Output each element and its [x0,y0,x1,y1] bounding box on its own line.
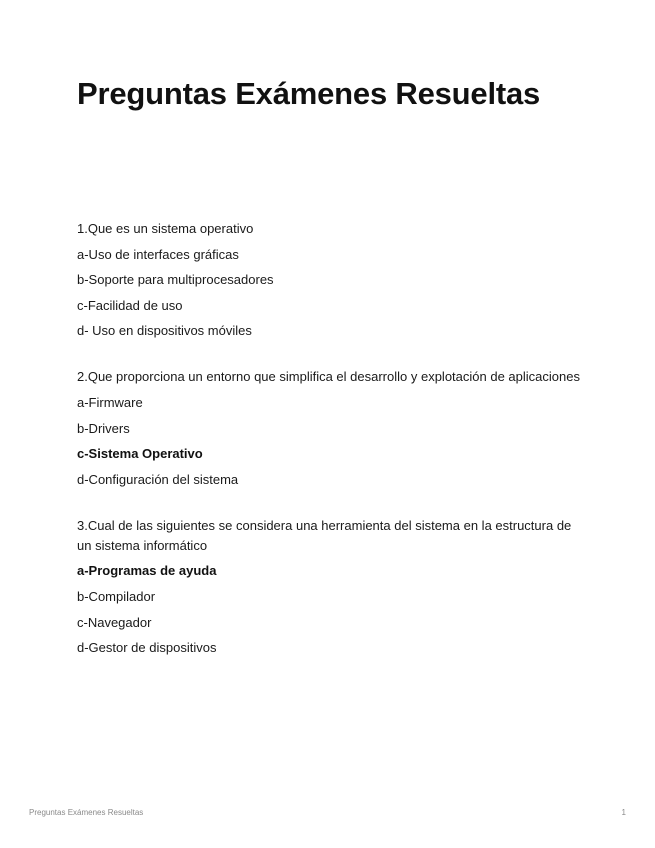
question-block-1 [77,219,587,341]
question-text: 3.Cual de las siguientes se considera una herramienta del sistema en la estructura de un sistema informático [77,517,572,553]
question-text: 2.Que proporciona un entorno que simplifica el desarrollo y explotación de aplicaciones [77,369,580,385]
answer-option: d- Uso en dispositivos móviles [77,323,252,339]
answer-option: b-Drivers [77,420,130,436]
answer-option: b-Soporte para multiprocesadores [77,272,274,288]
answer-option-correct: c-Sistema Operativo [77,446,203,462]
question-list [77,219,587,684]
answer-option: c-Navegador [77,614,152,630]
footer-document-title: Preguntas Exámenes Resueltas [29,808,144,817]
answer-option: d-Gestor de dispositivos [77,640,217,656]
answer-option: a-Firmware [77,394,143,410]
answer-option-correct: a-Programas de ayuda [77,563,217,579]
answer-option: b-Compilador [77,588,156,604]
answer-option: a-Uso de interfaces gráficas [77,246,239,262]
answer-option: c-Facilidad de uso [77,297,183,313]
page-title: Preguntas Exámenes Resueltas [77,76,541,111]
question-text: 1.Que es un sistema operativo [77,221,254,236]
question-block-3 [77,516,587,658]
answer-option: d-Configuración del sistema [77,471,239,487]
question-block-2 [77,367,587,489]
footer-page-number: 1 [621,808,626,817]
